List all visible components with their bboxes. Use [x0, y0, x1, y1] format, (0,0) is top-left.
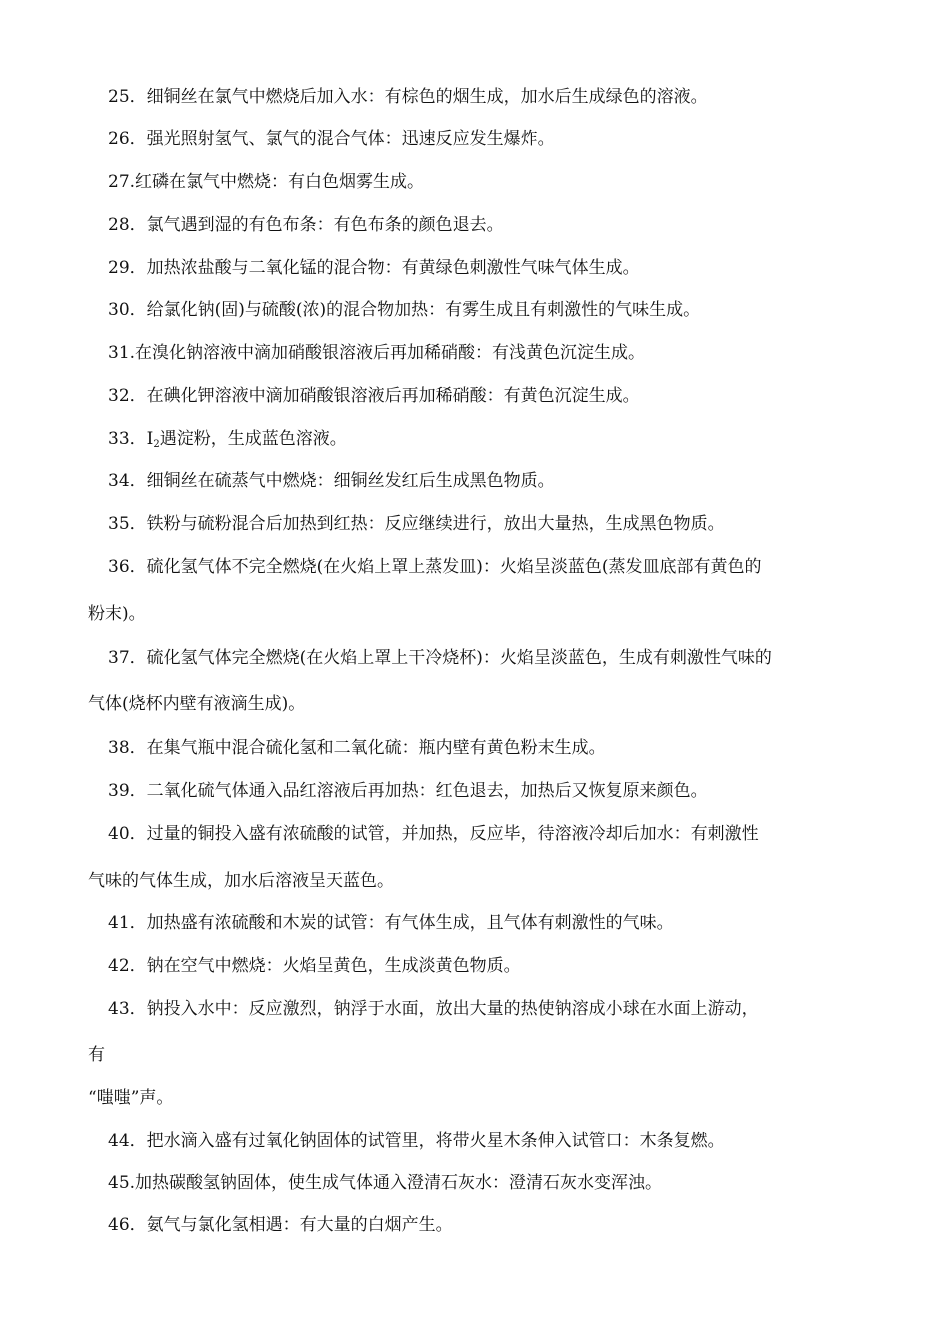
item-number: 34． — [108, 471, 147, 491]
item-number: 44． — [108, 1131, 147, 1151]
item-number: 37． — [108, 648, 147, 668]
item-number: 32． — [108, 386, 147, 406]
item-number: 35． — [108, 514, 147, 534]
item-number: 38． — [108, 738, 147, 758]
item-number: 30． — [108, 300, 147, 320]
item-number: 41． — [108, 913, 147, 933]
item-number: 28． — [108, 215, 147, 235]
item-number: 25． — [108, 87, 147, 107]
item-continuation: 粉末)。 — [88, 604, 146, 624]
item-number: 43． — [108, 999, 147, 1019]
item-continuation: “嗤嗤”声。 — [88, 1088, 174, 1108]
item-text: 红磷在氯气中燃烧：有白色烟雾生成。 — [135, 172, 425, 192]
item-number: 45. — [108, 1173, 136, 1193]
item-text: 把水滴入盛有过氧化钠固体的试管里，将带火星木条伸入试管口：木条复燃。 — [146, 1131, 725, 1151]
item-text-subscript: 2 — [153, 439, 160, 450]
item-continuation: 气体(烧杯内壁有液滴生成)。 — [88, 694, 306, 714]
item-number: 31. — [108, 343, 136, 363]
item-text: 在碘化钾溶液中滴加硝酸银溶液后再加稀硝酸：有黄色沉淀生成。 — [146, 386, 640, 406]
item-text: 细铜丝在氯气中燃烧后加入水：有棕色的烟生成，加水后生成绿色的溶液。 — [146, 87, 708, 107]
item-number: 27. — [108, 172, 136, 192]
item-text: 氯气遇到湿的有色布条：有色布条的颜色退去。 — [146, 215, 504, 235]
item-continuation: 有 — [88, 1045, 105, 1065]
item-text: 硫化氢气体完全燃烧(在火焰上罩上干冷烧杯)：火焰呈淡蓝色，生成有刺激性气味的 — [146, 648, 772, 668]
item-text: 钠在空气中燃烧：火焰呈黄色，生成淡黄色物质。 — [146, 956, 521, 976]
item-text: 细铜丝在硫蒸气中燃烧：细铜丝发红后生成黑色物质。 — [146, 471, 555, 491]
item-number: 42． — [108, 956, 147, 976]
item-text: 遇淀粉，生成蓝色溶液。 — [159, 429, 347, 449]
item-text-formula: I — [146, 429, 154, 449]
item-text: 加热碳酸氢钠固体，使生成气体通入澄清石灰水：澄清石灰水变浑浊。 — [135, 1173, 663, 1193]
item-text: 强光照射氢气、氯气的混合气体：迅速反应发生爆炸。 — [146, 129, 555, 149]
item-number: 40． — [108, 824, 147, 844]
item-number: 29． — [108, 258, 147, 278]
item-number: 26． — [108, 129, 147, 149]
item-text: 加热浓盐酸与二氧化锰的混合物：有黄绿色刺激性气味气体生成。 — [146, 258, 640, 278]
item-number: 46． — [108, 1215, 147, 1235]
item-text: 在溴化钠溶液中滴加硝酸银溶液后再加稀硝酸：有浅黄色沉淀生成。 — [135, 343, 646, 363]
item-text: 过量的铜投入盛有浓硫酸的试管，并加热，反应毕，待溶液冷却后加水：有刺激性 — [146, 824, 759, 844]
item-text: 加热盛有浓硫酸和木炭的试管：有气体生成，且气体有刺激性的气味。 — [146, 913, 674, 933]
item-text: 钠投入水中：反应激烈，钠浮于水面，放出大量的热使钠溶成小球在水面上游动， — [146, 999, 759, 1019]
item-number: 39． — [108, 781, 147, 801]
item-text: 给氯化钠(固)与硫酸(浓)的混合物加热：有雾生成且有刺激性的气味生成。 — [146, 300, 701, 320]
item-number: 33． — [108, 429, 147, 449]
item-text: 在集气瓶中混合硫化氢和二氧化硫：瓶内壁有黄色粉末生成。 — [146, 738, 606, 758]
item-number: 36． — [108, 557, 147, 577]
item-text: 氨气与氯化氢相遇：有大量的白烟产生。 — [146, 1215, 453, 1235]
item-text: 硫化氢气体不完全燃烧(在火焰上罩上蒸发皿)：火焰呈淡蓝色(蒸发皿底部有黄色的 — [146, 557, 762, 577]
item-text: 二氧化硫气体通入品红溶液后再加热：红色退去，加热后又恢复原来颜色。 — [146, 781, 708, 801]
item-text: 铁粉与硫粉混合后加热到红热：反应继续进行，放出大量热，生成黑色物质。 — [146, 514, 725, 534]
item-continuation: 气味的气体生成，加水后溶液呈天蓝色。 — [88, 871, 394, 891]
